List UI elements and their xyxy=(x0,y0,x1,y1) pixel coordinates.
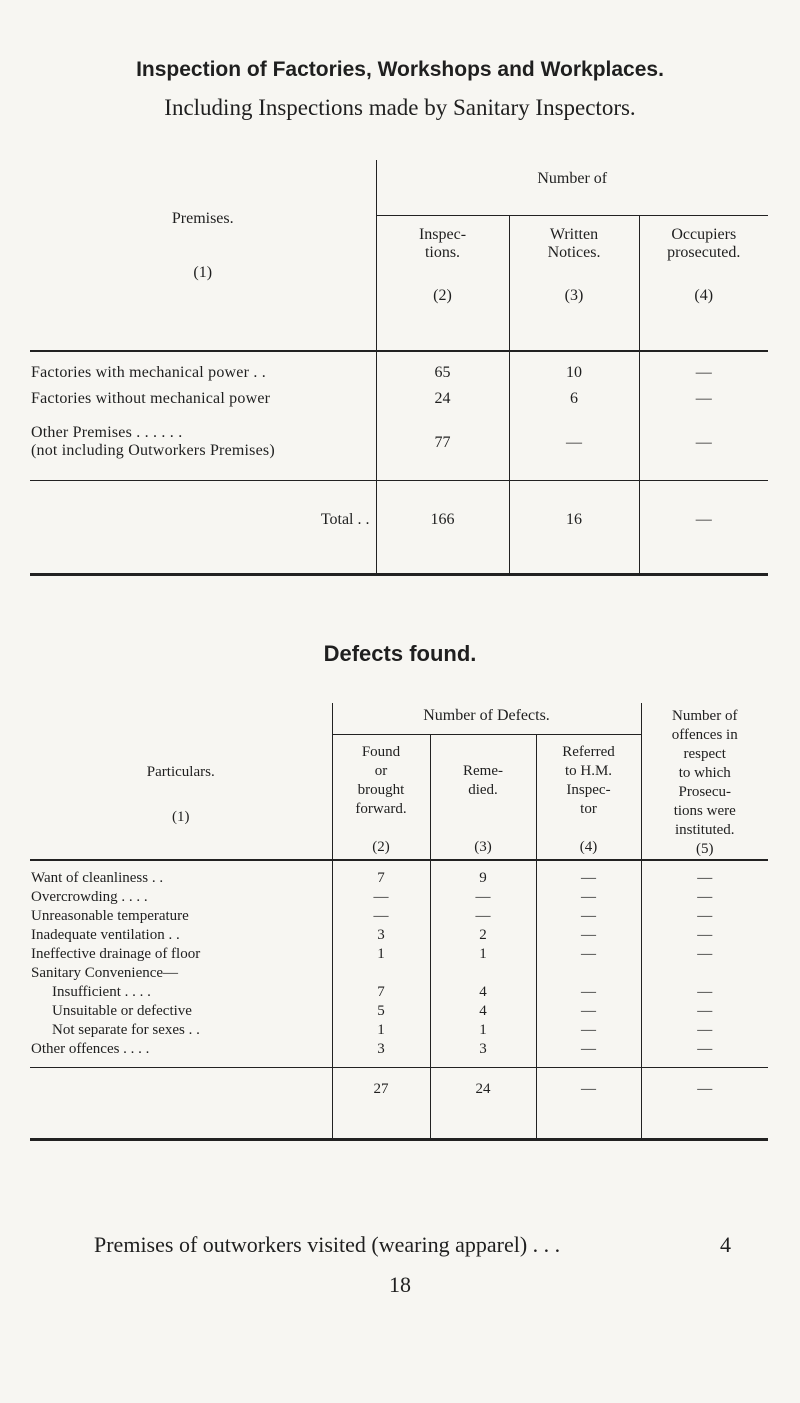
header-line: or xyxy=(374,762,388,779)
col-number-4: (4) xyxy=(579,838,598,855)
defects-heading: Defects found. xyxy=(323,641,477,666)
cell-value: — xyxy=(332,888,430,907)
row-label: Factories without mechanical power xyxy=(31,390,271,407)
particulars-header: Particulars. xyxy=(146,764,215,780)
col-number-1: (1) xyxy=(172,809,190,825)
total-row xyxy=(30,481,768,575)
table-row xyxy=(30,1040,768,1068)
cell-value: — xyxy=(641,983,768,1002)
column-label: prosecuted. xyxy=(667,244,741,262)
row-label: Want of cleanliness . . xyxy=(31,870,164,886)
table-row xyxy=(30,907,768,926)
written-notices-column-header xyxy=(509,216,639,351)
table-row xyxy=(30,888,768,907)
header-line: offences in xyxy=(671,727,738,743)
cell-value: — xyxy=(641,860,768,888)
row-label-line: Other Premises . . . . . . xyxy=(31,424,183,441)
cell-value: — xyxy=(639,420,768,481)
defects-table xyxy=(30,703,768,1141)
row-label: Unsuitable or defective xyxy=(52,1003,192,1019)
header-line: respect xyxy=(683,746,726,762)
page-subtitle: Including Inspections made by Sanitary Inspectors. xyxy=(164,95,636,120)
cell-value: — xyxy=(536,945,641,964)
cell-value: 3 xyxy=(332,926,430,945)
cell-value: 4 xyxy=(430,1002,536,1021)
cell-value: — xyxy=(641,1040,768,1068)
cell-value: — xyxy=(536,1040,641,1068)
cell-value: 2 xyxy=(430,926,536,945)
header-line: Number of xyxy=(672,708,738,724)
total-label: Total . . xyxy=(30,481,376,575)
row-label: Insufficient . . . . xyxy=(52,984,151,1000)
cell-value: 6 xyxy=(509,386,639,420)
table-row xyxy=(30,386,768,420)
cell-value: — xyxy=(536,1021,641,1040)
premises-header: Premises. xyxy=(171,210,234,227)
cell-value: — xyxy=(536,926,641,945)
cell-value: 7 xyxy=(332,860,430,888)
table-row xyxy=(30,420,768,481)
outworkers-visited-label: Premises of outworkers visited (wearing apparel) . . . xyxy=(94,1232,561,1257)
header-line: Referred xyxy=(562,743,615,760)
col-number-1: (1) xyxy=(193,264,213,281)
number-of-header: Number of xyxy=(376,160,768,216)
row-label: Unreasonable temperature xyxy=(31,908,189,924)
cell-value: 3 xyxy=(430,1040,536,1068)
cell-value xyxy=(641,964,768,983)
cell-value: 4 xyxy=(430,983,536,1002)
row-label: Ineffective drainage of floor xyxy=(31,946,201,962)
cell-value: — xyxy=(641,1021,768,1040)
header-line: tor xyxy=(580,800,597,817)
table-row xyxy=(30,964,768,983)
inspections-table xyxy=(30,160,768,576)
offences-header-cell xyxy=(641,703,768,860)
table-row xyxy=(30,860,768,888)
table-row xyxy=(30,926,768,945)
col-number-2: (2) xyxy=(433,287,452,305)
number-of-defects-header: Number of Defects. xyxy=(332,703,641,734)
col-number-3: (3) xyxy=(564,287,584,305)
cell-value xyxy=(536,964,641,983)
inspections-column-header xyxy=(376,216,509,351)
header-line: to H.M. xyxy=(564,762,613,779)
header-line: forward. xyxy=(355,800,407,817)
cell-value: — xyxy=(430,888,536,907)
cell-value: — xyxy=(509,420,639,481)
total-row xyxy=(30,1068,768,1140)
cell-value: — xyxy=(430,907,536,926)
cell-value: 77 xyxy=(376,420,509,481)
cell-value: — xyxy=(536,1002,641,1021)
header-line: Prosecu- xyxy=(678,784,731,800)
found-column-header xyxy=(332,734,430,860)
cell-value: 1 xyxy=(332,945,430,964)
total-value: 166 xyxy=(376,481,509,575)
column-label: Written xyxy=(549,226,599,244)
row-label: Inadequate ventilation . . xyxy=(31,927,180,943)
header-line: tions were xyxy=(673,803,736,819)
cell-value: — xyxy=(536,888,641,907)
header-line: Reme- xyxy=(463,762,503,779)
header-line: Inspec- xyxy=(566,781,611,798)
cell-value: — xyxy=(641,888,768,907)
cell-value: 3 xyxy=(332,1040,430,1068)
outworkers-visited-line xyxy=(94,1232,731,1258)
total-label-empty xyxy=(30,1068,332,1140)
table-row xyxy=(30,1021,768,1040)
cell-value xyxy=(332,964,430,983)
total-value: — xyxy=(536,1068,641,1140)
row-label: Sanitary Convenience— xyxy=(31,965,179,981)
col-number-4: (4) xyxy=(694,287,714,305)
header-line: Found xyxy=(361,743,401,760)
total-value: — xyxy=(639,481,768,575)
row-label xyxy=(30,420,376,481)
cell-value: 1 xyxy=(332,1021,430,1040)
col-number-3: (3) xyxy=(474,838,492,855)
column-label: Occupiers xyxy=(671,226,737,244)
col-number-5: (5) xyxy=(696,841,714,857)
cell-value: 24 xyxy=(376,386,509,420)
cell-value xyxy=(430,964,536,983)
cell-value: 1 xyxy=(430,1021,536,1040)
table-row xyxy=(30,983,768,1002)
cell-value: — xyxy=(536,983,641,1002)
header-line: died. xyxy=(468,781,498,798)
total-value: — xyxy=(641,1068,768,1140)
row-label: Not separate for sexes . . xyxy=(52,1022,200,1038)
header-line: to which xyxy=(678,765,731,781)
cell-value: 7 xyxy=(332,983,430,1002)
cell-value: 65 xyxy=(376,351,509,386)
row-label: Overcrowding . . . . xyxy=(31,889,148,905)
referred-column-header xyxy=(536,734,641,860)
cell-value: — xyxy=(536,907,641,926)
page-number: 18 xyxy=(389,1272,411,1297)
cell-value: — xyxy=(639,351,768,386)
total-value: 27 xyxy=(332,1068,430,1140)
cell-value: — xyxy=(641,945,768,964)
cell-value: 10 xyxy=(509,351,639,386)
row-label-line: (not including Outworkers Premises) xyxy=(31,442,275,459)
column-label: tions. xyxy=(424,244,461,262)
row-label: Other offences . . . . xyxy=(31,1041,150,1057)
occupiers-prosecuted-column-header xyxy=(639,216,768,351)
total-value: 16 xyxy=(509,481,639,575)
cell-value: — xyxy=(641,1002,768,1021)
cell-value: 5 xyxy=(332,1002,430,1021)
premises-header-cell xyxy=(30,160,376,351)
cell-value: — xyxy=(639,386,768,420)
cell-value: — xyxy=(332,907,430,926)
cell-value: — xyxy=(641,926,768,945)
page-title: Inspection of Factories, Workshops and Workplaces. xyxy=(136,58,664,81)
cell-value: — xyxy=(536,860,641,888)
cell-value: — xyxy=(641,907,768,926)
column-label: Inspec- xyxy=(418,226,467,244)
outworkers-visited-value: 4 xyxy=(720,1232,731,1257)
remedied-column-header xyxy=(430,734,536,860)
particulars-header-cell xyxy=(30,703,332,860)
col-number-2: (2) xyxy=(372,838,390,855)
table-row xyxy=(30,1002,768,1021)
total-value: 24 xyxy=(430,1068,536,1140)
table-row xyxy=(30,945,768,964)
header-line: brought xyxy=(357,781,405,798)
header-line: instituted. xyxy=(674,822,735,838)
cell-value: 9 xyxy=(430,860,536,888)
table-row xyxy=(30,351,768,386)
row-label: Factories with mechanical power . . xyxy=(31,364,266,381)
cell-value: 1 xyxy=(430,945,536,964)
column-label: Notices. xyxy=(547,244,601,262)
